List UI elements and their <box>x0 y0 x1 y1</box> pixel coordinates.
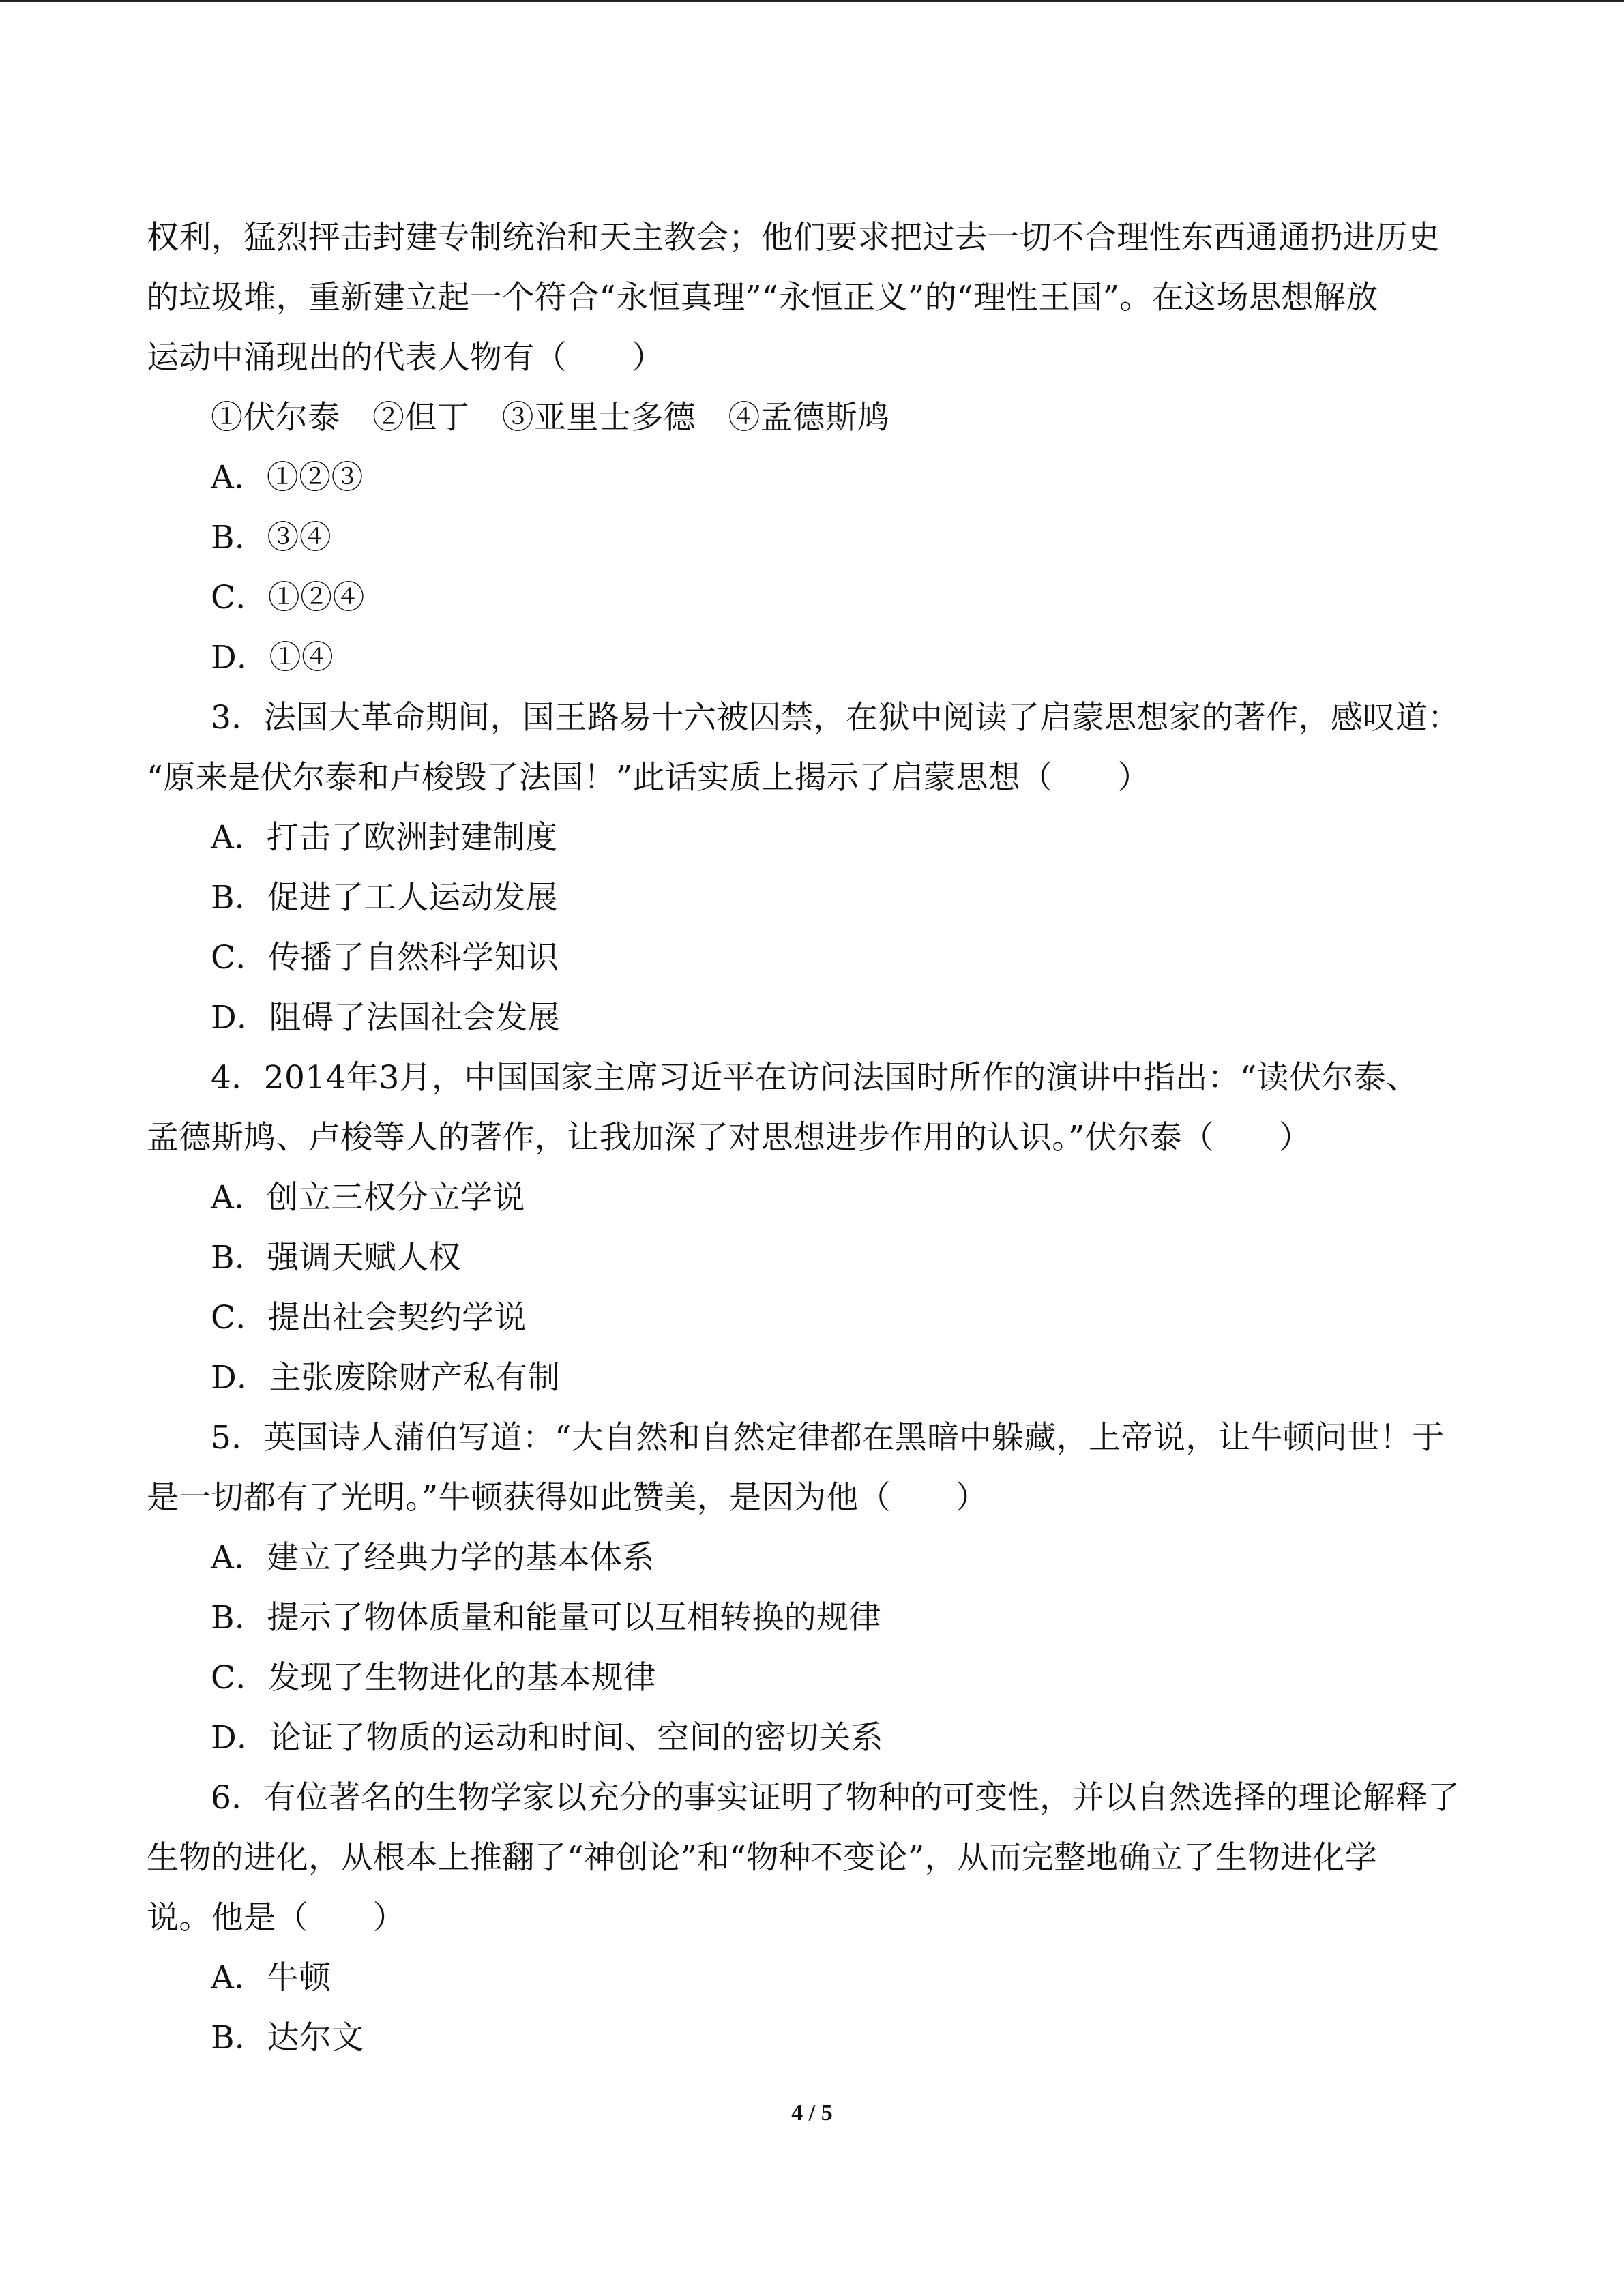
question-5 <box>147 1408 1480 1768</box>
option-a: A．建立了经典力学的基本体系 <box>211 1539 655 1577</box>
option-a: A．牛顿 <box>211 1959 331 1997</box>
top-border <box>0 0 1624 2</box>
item-list: ①伏尔泰 ②但丁 ③亚里士多德 ④孟德斯鸠 <box>211 399 890 436</box>
option-a: A．创立三权分立学说 <box>211 1179 525 1217</box>
question-stem: 说。他是（ ） <box>147 1899 406 1937</box>
option-c: C．提出社会契约学说 <box>211 1299 527 1337</box>
question-stem: 是一切都有了光明。”牛顿获得如此赞美，是因为他（ ） <box>147 1479 988 1517</box>
stem-line: 的垃圾堆，重新建立起一个符合“永恒真理”“永恒正义”的“理性王国”。在这场思想解放 <box>147 279 1378 316</box>
option-b: B．促进了工人运动发展 <box>211 879 558 916</box>
question-6 <box>147 1768 1480 2068</box>
question-stem: 孟德斯鸠、卢梭等人的著作，让我加深了对思想进步作用的认识。”伏尔泰（ ） <box>147 1119 1312 1157</box>
option-b: B．提示了物体质量和能量可以互相转换的规律 <box>211 1599 881 1637</box>
option-d: D．主张废除财产私有制 <box>211 1359 561 1397</box>
option-d: D．论证了物质的运动和时间、空间的密切关系 <box>211 1719 884 1757</box>
option-d: D．①④ <box>211 639 334 676</box>
option-c: C．发现了生物进化的基本规律 <box>211 1659 656 1697</box>
question-stem: 5．英国诗人蒲伯写道：“大自然和自然定律都在黑暗中躲藏，上帝说，让牛顿问世！于 <box>211 1419 1445 1457</box>
stem-line: 权利，猛烈抨击封建专制统治和天主教会；他们要求把过去一切不合理性东西通通扔进历史 <box>147 219 1440 256</box>
stem-line: 运动中涌现出的代表人物有（ ） <box>147 339 664 376</box>
page-number: 4 / 5 <box>791 2100 833 2126</box>
option-d: D．阻碍了法国社会发展 <box>211 999 561 1037</box>
question-stem: 生物的进化，从根本上推翻了“神创论”和“物种不变论”，从而完整地确立了生物进化学 <box>147 1839 1378 1877</box>
option-a: A．①②③ <box>211 459 364 496</box>
option-a: A．打击了欧洲封建制度 <box>211 819 558 856</box>
question-2-continuation <box>147 208 1480 688</box>
option-b: B．强调天赋人权 <box>211 1239 461 1277</box>
document-body <box>147 208 1480 2068</box>
option-b: B．达尔文 <box>211 2019 364 2057</box>
option-c: C．①②④ <box>211 579 365 616</box>
question-4 <box>147 1048 1480 1408</box>
question-3 <box>147 688 1480 1048</box>
question-stem: 4．2014年3月，中国国家主席习近平在访问法国时所作的演讲中指出：“读伏尔泰、 <box>211 1059 1419 1097</box>
option-b: B．③④ <box>211 519 332 556</box>
question-stem: 3．法国大革命期间，国王路易十六被囚禁，在狱中阅读了启蒙思想家的著作，感叹道： <box>211 699 1460 736</box>
option-c: C．传播了自然科学知识 <box>211 939 559 976</box>
question-stem: 6．有位著名的生物学家以充分的事实证明了物种的可变性，并以自然选择的理论解释了 <box>211 1779 1460 1817</box>
question-stem: “原来是伏尔泰和卢梭毁了法国！”此话实质上揭示了启蒙思想（ ） <box>147 759 1150 796</box>
